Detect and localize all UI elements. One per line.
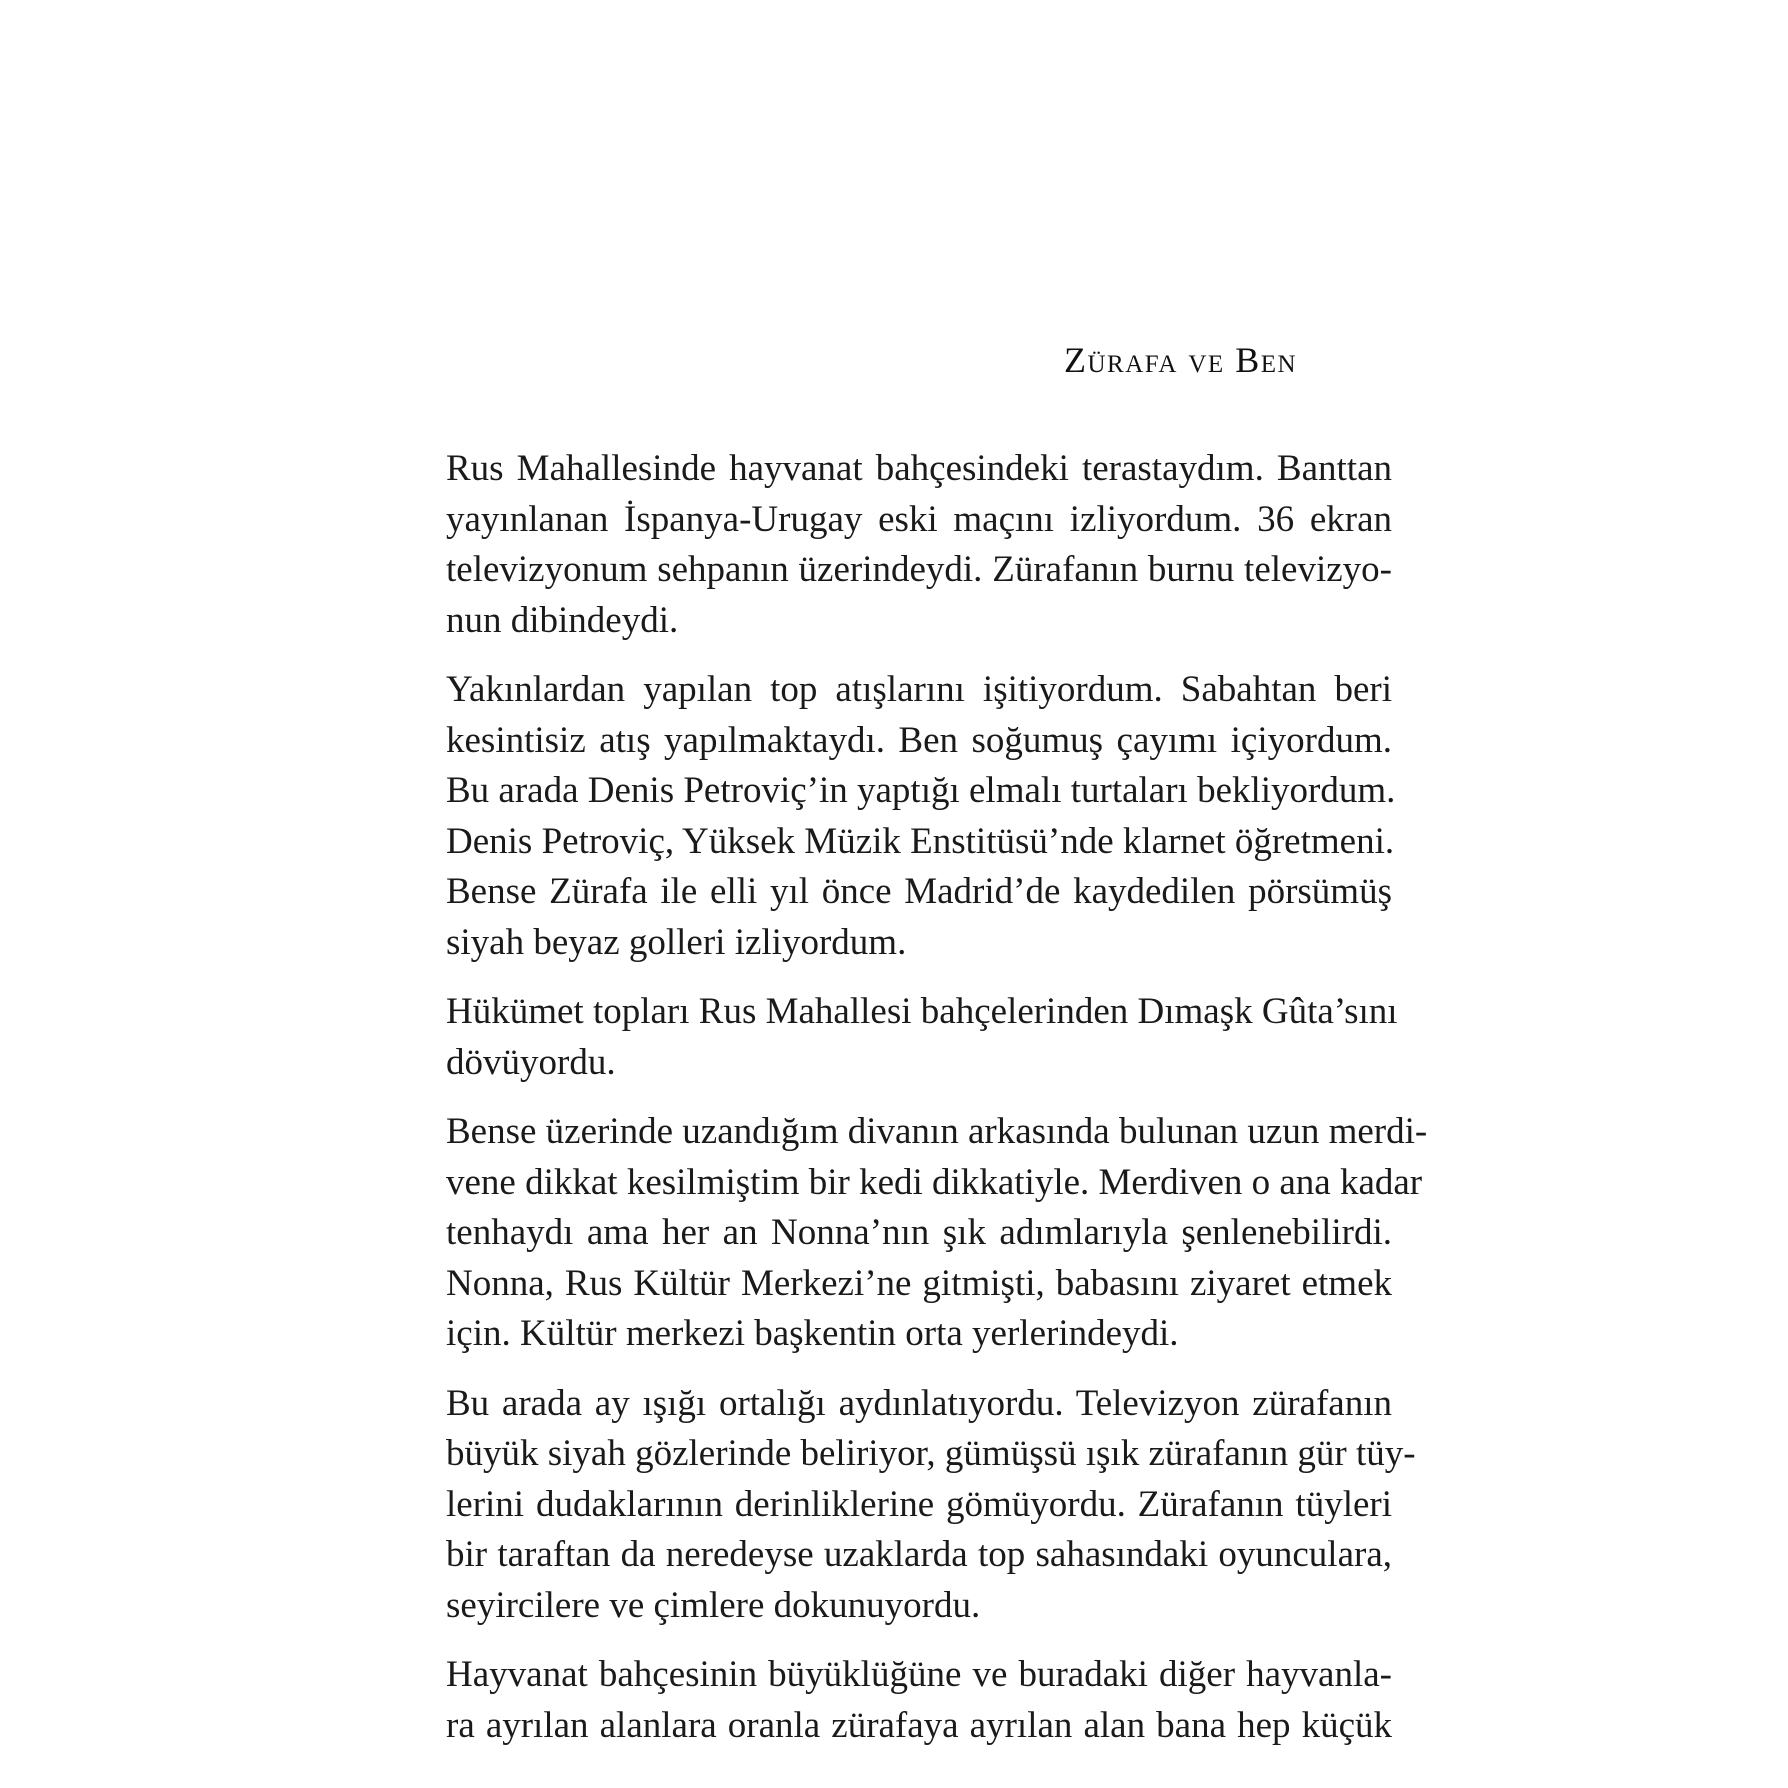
text-line: nun dibindeydi. — [446, 599, 679, 641]
paragraph-6 — [446, 1650, 1392, 1751]
paragraph-3 — [446, 987, 1398, 1088]
text-line: büyük siyah gözlerinde beliriyor, gümüşsü ışık zürafanın gür tüy- — [446, 1433, 1416, 1474]
body-text — [446, 444, 1428, 1770]
running-header: Zürafa ve Ben — [1064, 340, 1298, 380]
text-line: ra ayrılan alanlara oranla zürafaya ayrılan alan bana hep küçük — [446, 1704, 1392, 1746]
paragraph-2 — [446, 665, 1396, 968]
text-line: vene dikkat kesilmiştim bir kedi dikkatiyle. Merdiven o ana kadar — [446, 1161, 1423, 1203]
text-line: televizyonum sehpanın üzerindeydi. Zürafanın burnu televizyo- — [446, 549, 1392, 590]
text-line: bir taraftan da neredeyse uzaklarda top sahasındaki oyunculara, — [446, 1534, 1392, 1575]
text-line: Bense Zürafa ile elli yıl önce Madrid’de kaydedilen pörsümüş — [446, 871, 1392, 912]
paragraph-1 — [446, 444, 1392, 646]
text-line: Bense üzerinde uzandığım divanın arkasında bulunan uzun merdi- — [446, 1111, 1428, 1152]
text-line: tenhaydı ama her an Nonna’nın şık adımlarıyla şenlenebilirdi. — [446, 1212, 1392, 1253]
text-line: lerini dudaklarının derinliklerine gömüyordu. Zürafanın tüyleri — [446, 1483, 1392, 1525]
text-line: Denis Petroviç, Yüksek Müzik Enstitüsü’nde klarnet öğretmeni. — [446, 820, 1395, 862]
text-line: yayınlanan İspanya-Urugay eski maçını izliyordum. 36 ekran — [446, 498, 1392, 540]
text-line: seyircilere ve çimlere dokunuyordu. — [446, 1584, 981, 1626]
paragraph-5 — [446, 1379, 1416, 1632]
text-line: Hayvanat bahçesinin büyüklüğüne ve buradaki diğer hayvanla- — [446, 1654, 1392, 1695]
text-line: kesintisiz atış yapılmaktaydı. Ben soğumuş çayımı içiyordum. — [446, 719, 1392, 761]
text-line: Bu arada Denis Petroviç’in yaptığı elmalı turtaları bekliyordum. — [446, 770, 1396, 811]
text-line: Nonna, Rus Kültür Merkezi’ne gitmişti, babasını ziyaret etmek — [446, 1262, 1392, 1304]
text-line: için. Kültür merkezi başkentin orta yerlerindeydi. — [446, 1313, 1179, 1354]
text-line: Rus Mahallesinde hayvanat bahçesindeki terastaydım. Banttan — [446, 448, 1392, 489]
text-line: siyah beyaz golleri izliyordum. — [446, 921, 907, 963]
text-line: dövüyordu. — [446, 1041, 616, 1083]
text-line: Hükümet topları Rus Mahallesi bahçelerinden Dımaşk Gûta’sını — [446, 991, 1398, 1032]
text-line: Bu arada ay ışığı ortalığı aydınlatıyordu. Televizyon zürafanın — [446, 1382, 1392, 1424]
text-line: Yakınlardan yapılan top atışlarını işitiyordum. Sabahtan beri — [446, 669, 1392, 710]
paragraph-4 — [446, 1107, 1428, 1360]
